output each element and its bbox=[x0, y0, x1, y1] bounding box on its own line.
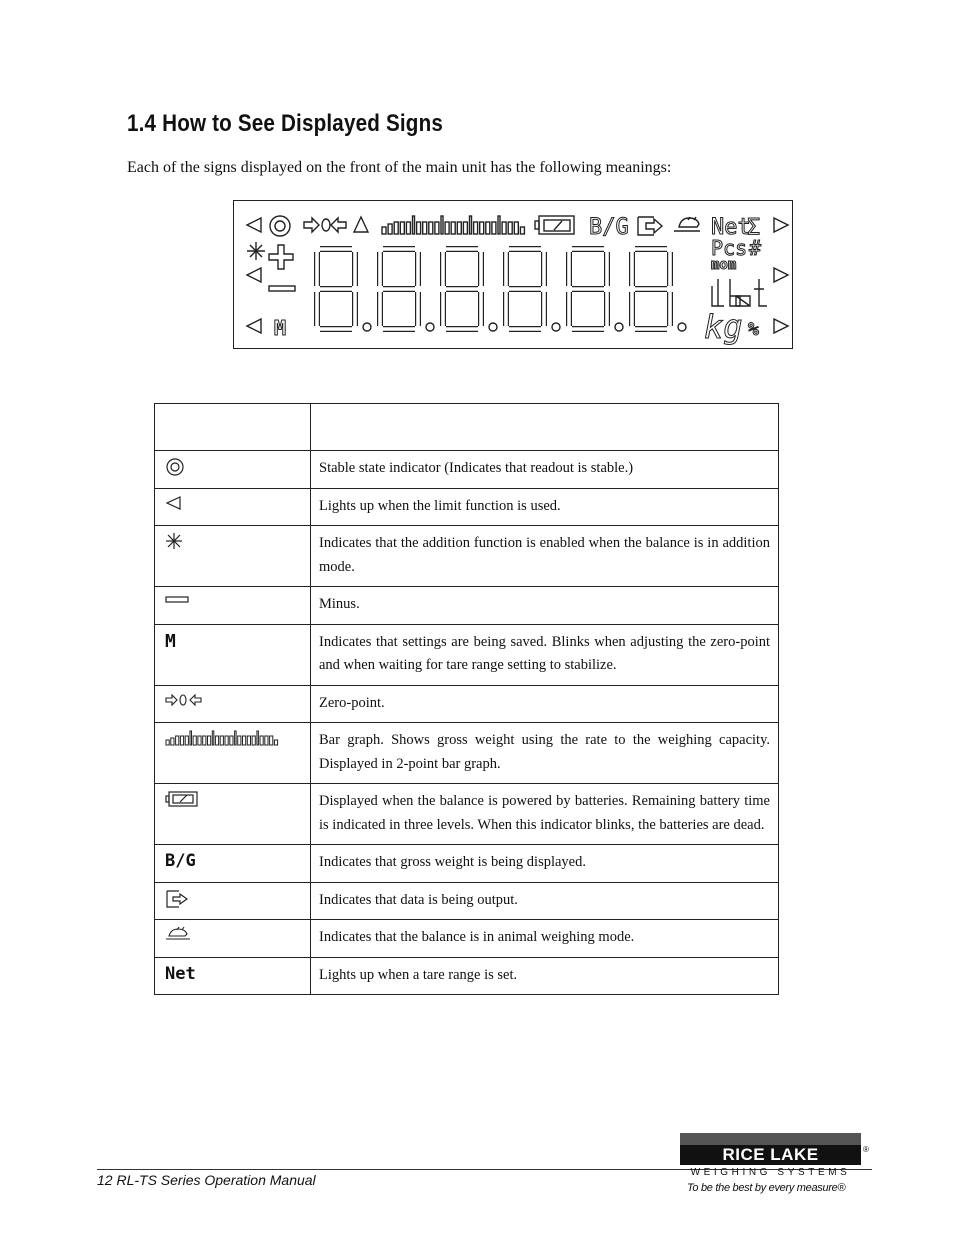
table-row bbox=[155, 451, 779, 489]
table-row bbox=[155, 685, 779, 723]
lcd-digit bbox=[506, 249, 560, 331]
meaning-cell: Indicates that data is being output. bbox=[311, 882, 779, 920]
lcd-digit bbox=[380, 249, 434, 331]
data-output-icon bbox=[165, 897, 191, 913]
bar-segment bbox=[474, 222, 478, 234]
table-row bbox=[155, 587, 779, 625]
logo-tagline: To be the best by every measure® bbox=[687, 1182, 846, 1194]
bar-segment bbox=[502, 222, 506, 234]
sign-cell bbox=[155, 957, 311, 995]
animal-weighing-icon bbox=[674, 217, 700, 231]
section-title: 1.4 How to See Displayed Signs bbox=[127, 110, 444, 137]
data-output-icon bbox=[638, 217, 662, 235]
stable-icon bbox=[270, 216, 290, 236]
bar-segment bbox=[508, 222, 512, 234]
lcd-digit bbox=[632, 249, 686, 331]
sign-cell bbox=[155, 920, 311, 958]
lcd-net-label: Net bbox=[711, 215, 751, 240]
table-row bbox=[155, 624, 779, 685]
intro-paragraph: Each of the signs displayed on the front of the main unit has the following meanings: bbox=[127, 159, 672, 176]
table-row bbox=[155, 845, 779, 883]
decimal-point bbox=[489, 323, 497, 331]
meaning-cell: Minus. bbox=[311, 587, 779, 625]
gross-bg-icon: B/G bbox=[165, 851, 196, 871]
decimal-point bbox=[426, 323, 434, 331]
meaning-cell: Indicates that gross weight is being displayed. bbox=[311, 845, 779, 883]
meaning-cell: Zero-point. bbox=[311, 685, 779, 723]
bar-segment bbox=[413, 216, 415, 234]
bar-segment bbox=[486, 222, 490, 234]
bar-segment bbox=[406, 222, 410, 234]
sign-cell bbox=[155, 784, 311, 845]
table-row bbox=[155, 488, 779, 526]
bar-segment bbox=[492, 222, 496, 234]
lcd-sigma-label: Σ bbox=[747, 215, 761, 240]
bar-segment bbox=[457, 222, 461, 234]
header-cell-sign bbox=[155, 404, 311, 451]
bar-segment bbox=[417, 222, 421, 234]
bar-graph-icon bbox=[382, 216, 524, 234]
lb-t-segments bbox=[712, 279, 767, 306]
lcd-bg-label: B/G bbox=[589, 215, 629, 240]
decimal-point bbox=[363, 323, 371, 331]
bar-segment bbox=[423, 222, 427, 234]
sign-cell bbox=[155, 488, 311, 526]
table-row bbox=[155, 920, 779, 958]
sign-cell bbox=[155, 685, 311, 723]
bar-segment bbox=[388, 224, 392, 234]
battery-icon bbox=[535, 216, 574, 234]
sign-cell bbox=[155, 587, 311, 625]
battery-icon bbox=[165, 796, 201, 812]
bar-segment bbox=[470, 216, 472, 234]
plus-icon bbox=[269, 245, 293, 269]
lcd-hash-label: # bbox=[749, 236, 762, 260]
bar-segment bbox=[445, 222, 449, 234]
bar-segment bbox=[480, 222, 484, 234]
bar-segment bbox=[520, 227, 524, 234]
lcd-kg-label: kg bbox=[704, 308, 743, 346]
limit-triangle-icon bbox=[247, 218, 261, 232]
meaning-cell: Stable state indicator (Indicates that readout is stable.) bbox=[311, 451, 779, 489]
animal-weighing-icon bbox=[165, 930, 193, 946]
logo-subtitle: WEIGHING SYSTEMS bbox=[690, 1167, 851, 1178]
meaning-cell: Lights up when a tare range is set. bbox=[311, 957, 779, 995]
bar-segment bbox=[382, 227, 386, 234]
footer-page-label: 12 RL-TS Series Operation Manual bbox=[97, 1172, 316, 1188]
table-row bbox=[155, 526, 779, 587]
sign-cell bbox=[155, 723, 311, 784]
addition-asterisk-icon bbox=[247, 242, 265, 260]
lcd-digit bbox=[569, 249, 623, 331]
table-row bbox=[155, 957, 779, 995]
lcd-mom-label: mom bbox=[711, 257, 737, 273]
sign-cell bbox=[155, 526, 311, 587]
bar-segment bbox=[498, 216, 500, 234]
zero-point-icon bbox=[304, 218, 346, 232]
decimal-point bbox=[678, 323, 686, 331]
lcd-digit bbox=[443, 249, 497, 331]
bar-segment bbox=[463, 222, 467, 234]
signs-table bbox=[154, 403, 779, 995]
meaning-cell: Indicates that the balance is in animal weighing mode. bbox=[311, 920, 779, 958]
bar-segment bbox=[400, 222, 404, 234]
bar-graph-icon bbox=[165, 735, 293, 751]
decimal-point bbox=[552, 323, 560, 331]
meaning-cell: Indicates that the addition function is enabled when the balance is in addition mode. bbox=[311, 526, 779, 587]
lcd-digit bbox=[317, 249, 371, 331]
sign-cell bbox=[155, 624, 311, 685]
lcd-display-illustration bbox=[233, 200, 793, 349]
sign-cell bbox=[155, 845, 311, 883]
decimal-point bbox=[615, 323, 623, 331]
lcd-m-label: M bbox=[274, 316, 287, 340]
limit-triangle-icon bbox=[165, 499, 183, 515]
meaning-cell: Lights up when the limit function is used. bbox=[311, 488, 779, 526]
table-row bbox=[155, 723, 779, 784]
meaning-cell: Indicates that settings are being saved. Blinks when adjusting the zero-point and when waiting for tare range setting to stabilize. bbox=[311, 624, 779, 685]
meaning-cell: Displayed when the balance is powered by batteries. Remaining battery time is indicated in three levels. When this indicator blinks, the batteries are dead. bbox=[311, 784, 779, 845]
rice-lake-logo bbox=[680, 1133, 870, 1197]
stable-icon bbox=[165, 465, 185, 481]
bar-segment bbox=[394, 222, 398, 234]
table-row bbox=[155, 882, 779, 920]
minus-icon bbox=[269, 286, 295, 291]
net-icon: Net bbox=[165, 963, 196, 984]
header-cell-meaning bbox=[311, 404, 779, 451]
addition-asterisk-icon bbox=[165, 538, 183, 554]
minus-icon bbox=[165, 595, 191, 611]
meaning-cell: Bar graph. Shows gross weight using the rate to the weighing capacity. Displayed in 2-point bar graph. bbox=[311, 723, 779, 784]
memory-m-icon: M bbox=[165, 630, 176, 652]
lcd-percent-label: % bbox=[748, 319, 759, 340]
bar-segment bbox=[451, 222, 455, 234]
logo-registered-mark: ® bbox=[863, 1145, 869, 1154]
bar-segment bbox=[514, 222, 518, 234]
logo-brand: RICE LAKE bbox=[680, 1145, 861, 1165]
bar-segment bbox=[441, 216, 443, 234]
lcd-pcs-label: Pcs bbox=[711, 236, 748, 260]
sign-cell bbox=[155, 451, 311, 489]
logo-bar bbox=[680, 1133, 861, 1145]
bar-segment bbox=[435, 222, 439, 234]
table-header-row bbox=[155, 404, 779, 451]
table-row bbox=[155, 784, 779, 845]
sign-cell bbox=[155, 882, 311, 920]
bar-segment bbox=[429, 222, 433, 234]
zero-point-icon bbox=[165, 696, 203, 712]
